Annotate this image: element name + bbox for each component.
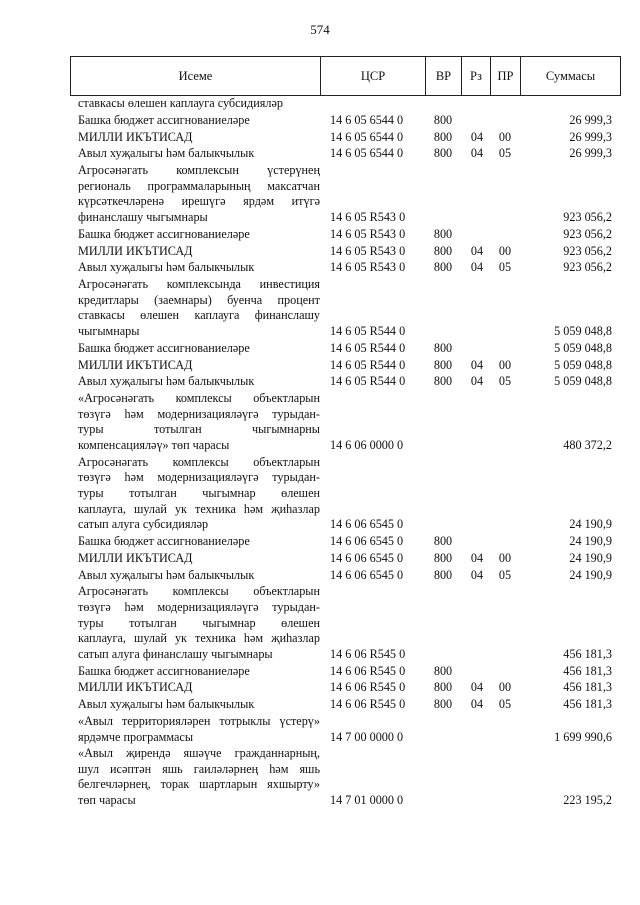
row-rz: 04 — [470, 550, 484, 565]
row-name-line: белгечләрнең, торак шартларын яхшырту» — [78, 777, 320, 792]
row-name-line: Башка бюджет ассигнованиеләре — [78, 533, 250, 548]
row-sum: 26 999,3 — [569, 146, 612, 161]
row-name-line: Агросәнәгать комплексында инвестиция — [78, 277, 320, 292]
row-name-line: Авыл хуҗалыгы һәм балыкчылык — [78, 567, 255, 582]
table-row — [70, 227, 620, 244]
row-name — [78, 374, 320, 390]
row-vr: 800 — [433, 146, 453, 161]
row-name-line: төзүгә һәм модернизацияләүгә турыдан- — [78, 406, 320, 421]
row-vr: 800 — [433, 112, 453, 127]
row-name-line: компенсацияләү» төп чарасы — [78, 437, 230, 452]
row-name-line: ставкасы өлешен каплауга финанслашу — [78, 308, 320, 323]
row-name-line: «Агросәнәгать комплексы объектларын — [78, 391, 320, 406]
row-name-line: күрсәткечләренә ирешүгә ярдәм итүгә — [78, 194, 320, 209]
row-name — [78, 455, 320, 533]
row-csr: 14 6 06 6545 0 — [330, 517, 404, 532]
row-name-line: Авыл хуҗалыгы һәм балыкчылык — [78, 697, 255, 712]
row-sum: 456 181,3 — [563, 663, 612, 678]
row-vr: 800 — [433, 357, 453, 372]
row-name — [78, 163, 320, 225]
row-vr: 800 — [433, 680, 453, 695]
row-csr: 14 6 05 R543 0 — [330, 260, 406, 275]
row-sum: 480 372,2 — [563, 437, 612, 452]
row-sum: 24 190,9 — [569, 550, 612, 565]
row-name-line: МИЛЛИ ИКЪТИСАД — [78, 357, 193, 372]
row-name — [78, 746, 320, 808]
table-row — [70, 96, 620, 113]
header-csr: ЦСР — [321, 57, 426, 96]
row-sum: 24 190,9 — [569, 533, 612, 548]
row-name-line: МИЛЛИ ИКЪТИСАД — [78, 243, 193, 258]
row-sum: 24 190,9 — [569, 567, 612, 582]
budget-table — [70, 56, 620, 810]
row-vr: 800 — [433, 260, 453, 275]
row-csr: 14 6 06 6545 0 — [330, 550, 404, 565]
row-name-line: төзүгә һәм модернизацияләүгә турыдан- — [78, 470, 320, 485]
row-vr: 800 — [433, 567, 453, 582]
row-pr: 00 — [498, 550, 512, 565]
row-name-line: төп чарасы — [78, 793, 136, 808]
table-row — [70, 568, 620, 585]
row-csr: 14 6 05 6544 0 — [330, 112, 404, 127]
row-rz: 04 — [470, 146, 484, 161]
row-rz: 04 — [470, 243, 484, 258]
row-name-line: Башка бюджет ассигнованиеләре — [78, 226, 250, 241]
row-sum: 26 999,3 — [569, 129, 612, 144]
row-pr: 00 — [498, 680, 512, 695]
table-row — [70, 746, 620, 810]
row-sum: 223 195,2 — [563, 793, 612, 808]
row-rz: 04 — [470, 129, 484, 144]
row-sum: 456 181,3 — [563, 680, 612, 695]
row-vr: 800 — [433, 340, 453, 355]
row-sum: 923 056,2 — [563, 243, 612, 258]
row-name-line: Агросәнәгать комплексы объектларын — [78, 584, 320, 599]
page-number: 574 — [310, 22, 330, 37]
row-name-line: Авыл хуҗалыгы һәм балыкчылык — [78, 374, 255, 389]
table-row — [70, 260, 620, 277]
row-pr: 05 — [498, 260, 512, 275]
row-sum: 5 059 048,8 — [554, 374, 612, 389]
row-vr: 800 — [433, 243, 453, 258]
row-vr: 800 — [433, 550, 453, 565]
row-name-line: МИЛЛИ ИКЪТИСАД — [78, 550, 193, 565]
row-name-line: чыгымнары — [78, 323, 140, 338]
row-pr: 05 — [498, 146, 512, 161]
row-name-line: шул исәптән яшь гаиләләрнең һәм яшь — [78, 761, 320, 776]
header-rz: Рз — [462, 57, 491, 96]
row-name-line: «Авыл җирендә яшәүче гражданнарның, — [78, 746, 320, 761]
row-csr: 14 7 01 0000 0 — [330, 793, 404, 808]
row-csr: 14 6 06 6545 0 — [330, 567, 404, 582]
row-name-line: туры тотылган чыгымнар өлешен — [78, 615, 320, 630]
table-row — [70, 551, 620, 568]
row-name-line: Башка бюджет ассигнованиеләре — [78, 112, 250, 127]
row-name — [78, 584, 320, 662]
table-body — [70, 96, 620, 810]
row-pr: 05 — [498, 374, 512, 389]
row-name — [78, 244, 320, 260]
table-row — [70, 244, 620, 261]
row-sum: 5 059 048,8 — [554, 357, 612, 372]
row-name-line: Авыл хуҗалыгы һәм балыкчылык — [78, 260, 255, 275]
row-sum: 923 056,2 — [563, 209, 612, 224]
table-row — [70, 374, 620, 391]
row-name — [78, 664, 320, 680]
row-rz: 04 — [470, 374, 484, 389]
row-csr: 14 6 05 6544 0 — [330, 146, 404, 161]
row-csr: 14 6 06 0000 0 — [330, 437, 404, 452]
table-row — [70, 534, 620, 551]
row-name — [78, 260, 320, 276]
row-name-line: каплауга, шулай ук техника һәм җиһазлар — [78, 501, 320, 516]
row-name — [78, 227, 320, 243]
header-name: Исеме — [71, 57, 321, 96]
row-name-line: МИЛЛИ ИКЪТИСАД — [78, 129, 193, 144]
row-sum: 5 059 048,8 — [554, 340, 612, 355]
row-name-line: ставкасы өлешен каплауга субсидияләр — [78, 96, 283, 110]
row-sum: 26 999,3 — [569, 112, 612, 127]
row-name-line: Башка бюджет ассигнованиеләре — [78, 340, 250, 355]
row-name — [78, 680, 320, 696]
row-sum: 923 056,2 — [563, 226, 612, 241]
table-row — [70, 341, 620, 358]
row-pr: 05 — [498, 697, 512, 712]
row-name-line: төзүгә һәм модернизацияләүгә турыдан- — [78, 599, 320, 614]
row-pr: 00 — [498, 357, 512, 372]
row-csr: 14 6 05 R544 0 — [330, 340, 406, 355]
row-name-line: МИЛЛИ ИКЪТИСАД — [78, 680, 193, 695]
row-name — [78, 391, 320, 453]
row-name-line: сатып алуга субсидияләр — [78, 517, 209, 532]
row-name — [78, 96, 320, 112]
row-name — [78, 714, 320, 745]
row-name-line: Агросәнәгать комплексы объектларын — [78, 454, 320, 469]
row-csr: 14 6 05 R543 0 — [330, 243, 406, 258]
table-row — [70, 130, 620, 147]
row-vr: 800 — [433, 226, 453, 241]
row-name-line: кредитлары (заемнары) буенча процент — [78, 292, 320, 307]
row-csr: 14 6 05 R544 0 — [330, 374, 406, 389]
row-name — [78, 697, 320, 713]
table-header — [70, 56, 621, 96]
table-row — [70, 113, 620, 130]
row-csr: 14 7 00 0000 0 — [330, 729, 404, 744]
row-csr: 14 6 06 R545 0 — [330, 646, 406, 661]
row-sum: 456 181,3 — [563, 697, 612, 712]
row-pr: 05 — [498, 567, 512, 582]
row-name — [78, 146, 320, 162]
row-name — [78, 358, 320, 374]
row-name — [78, 551, 320, 567]
table-row — [70, 584, 620, 663]
row-vr: 800 — [433, 663, 453, 678]
row-name-line: ярдәмче программасы — [78, 729, 194, 744]
row-name-line: каплауга, шулай ук техника һәм җиһазлар — [78, 631, 320, 646]
row-sum: 1 699 990,6 — [554, 729, 612, 744]
row-sum: 456 181,3 — [563, 646, 612, 661]
row-rz: 04 — [470, 567, 484, 582]
row-name — [78, 277, 320, 339]
row-name-line: сатып алуга финанслашу чыгымнары — [78, 646, 273, 661]
row-csr: 14 6 06 6545 0 — [330, 533, 404, 548]
row-name — [78, 568, 320, 584]
row-name-line: Авыл хуҗалыгы һәм балыкчылык — [78, 146, 255, 161]
row-name-line: «Авыл территорияләрен тотрыклы үстерү» — [78, 713, 320, 728]
row-csr: 14 6 05 R544 0 — [330, 357, 406, 372]
table-row — [70, 277, 620, 341]
table-row — [70, 163, 620, 227]
row-rz: 04 — [470, 260, 484, 275]
row-csr: 14 6 06 R545 0 — [330, 663, 406, 678]
row-csr: 14 6 05 6544 0 — [330, 129, 404, 144]
table-row — [70, 697, 620, 714]
row-csr: 14 6 06 R545 0 — [330, 697, 406, 712]
row-rz: 04 — [470, 697, 484, 712]
table-row — [70, 455, 620, 534]
table-row — [70, 391, 620, 455]
row-csr: 14 6 06 R545 0 — [330, 680, 406, 695]
row-vr: 800 — [433, 697, 453, 712]
row-name-line: региональ программаларының максатчан — [78, 178, 320, 193]
table-row — [70, 358, 620, 375]
row-rz: 04 — [470, 357, 484, 372]
row-sum: 923 056,2 — [563, 260, 612, 275]
row-pr: 00 — [498, 243, 512, 258]
header-pr: ПР — [491, 57, 521, 96]
row-pr: 00 — [498, 129, 512, 144]
table-row — [70, 146, 620, 163]
row-sum: 24 190,9 — [569, 517, 612, 532]
row-vr: 800 — [433, 129, 453, 144]
row-name-line: туры тотылган чыгымнар өлешен — [78, 485, 320, 500]
table-row — [70, 714, 620, 746]
table-row — [70, 680, 620, 697]
row-name-line: туры тотылган чыгымнарны — [78, 422, 320, 437]
row-vr: 800 — [433, 533, 453, 548]
row-name-line: Башка бюджет ассигнованиеләре — [78, 663, 250, 678]
row-name-line: финанслашу чыгымнары — [78, 209, 208, 224]
row-vr: 800 — [433, 374, 453, 389]
table-row — [70, 664, 620, 681]
row-name — [78, 130, 320, 146]
row-name — [78, 341, 320, 357]
row-sum: 5 059 048,8 — [554, 323, 612, 338]
row-name-line: Агросәнәгать комплексын үстерүнең — [78, 163, 320, 178]
row-name — [78, 534, 320, 550]
row-csr: 14 6 05 R544 0 — [330, 323, 406, 338]
header-vr: ВР — [426, 57, 462, 96]
row-csr: 14 6 05 R543 0 — [330, 209, 406, 224]
row-csr: 14 6 05 R543 0 — [330, 226, 406, 241]
header-sum: Суммасы — [521, 57, 621, 96]
row-name — [78, 113, 320, 129]
row-rz: 04 — [470, 680, 484, 695]
